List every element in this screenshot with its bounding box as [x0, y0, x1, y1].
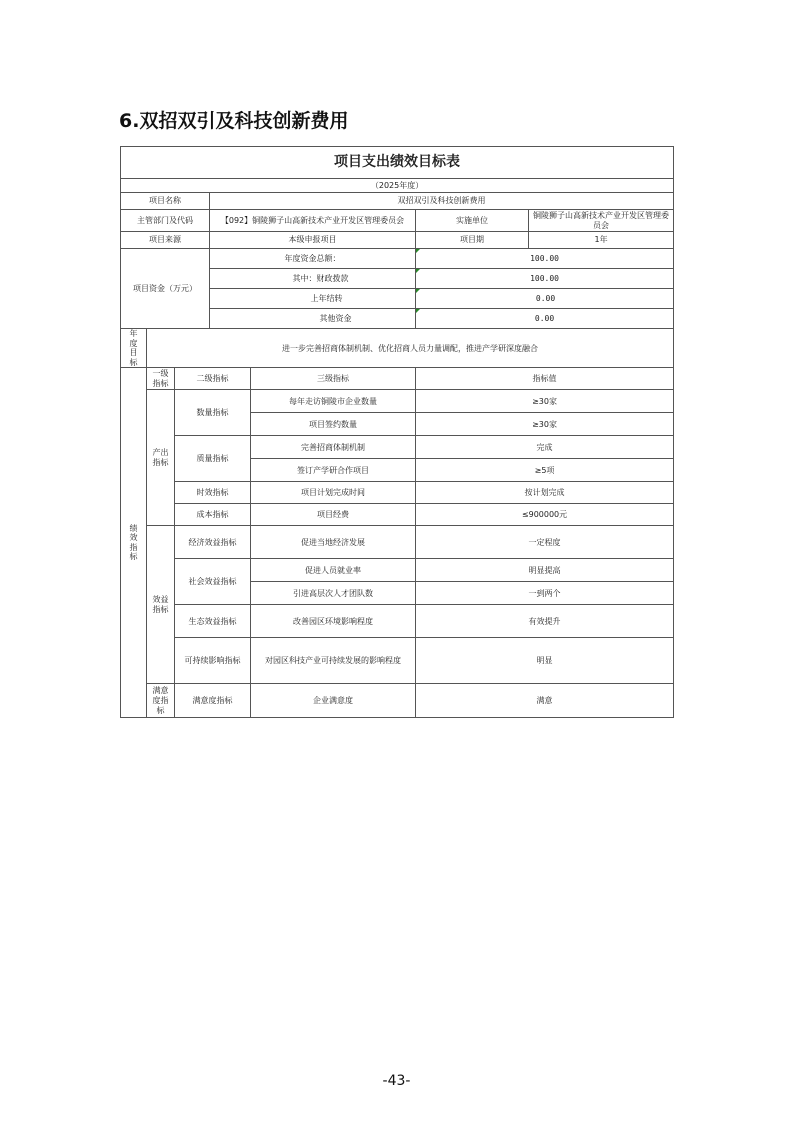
sustain-indicator-label: 可持续影响指标	[175, 638, 251, 684]
perf-indicator-label: 绩效指标	[121, 368, 147, 718]
satisfaction-indicator-label: 满意度指标	[147, 684, 175, 718]
indicator-name: 对园区科技产业可持续发展的影响程度	[251, 638, 416, 684]
header-value: 指标值	[416, 368, 674, 390]
indicator-value: ≤900000元	[416, 504, 674, 526]
project-name-value: 双招双引及科技创新费用	[210, 193, 674, 210]
fund-other-label: 其他资金	[210, 309, 416, 329]
indicator-name: 项目经费	[251, 504, 416, 526]
indicator-name: 项目计划完成时间	[251, 482, 416, 504]
indicator-name: 签订产学研合作项目	[251, 459, 416, 482]
indicator-value: 一定程度	[416, 526, 674, 559]
fund-fiscal-value: 100.00	[416, 269, 674, 289]
impl-unit-value: 铜陵狮子山高新技术产业开发区管理委员会	[529, 210, 674, 232]
indicator-value: 明显提高	[416, 559, 674, 582]
impl-unit-label: 实施单位	[416, 210, 529, 232]
fund-total-value: 100.00	[416, 249, 674, 269]
period-label: 项目期	[416, 232, 529, 249]
funds-label: 项目资金（万元）	[121, 249, 210, 329]
table-year: （2025年度）	[121, 179, 674, 193]
indicator-name: 改善园区环境影响程度	[251, 605, 416, 638]
project-name-label: 项目名称	[121, 193, 210, 210]
annual-goal-value: 进一步完善招商体制机制、优化招商人员力量调配，推进产学研深度融合	[147, 329, 674, 368]
fund-other-value: 0.00	[416, 309, 674, 329]
quantity-indicator-label: 数量指标	[175, 390, 251, 436]
benefit-indicator-label: 效益指标	[147, 526, 175, 684]
indicator-value: 完成	[416, 436, 674, 459]
economic-indicator-label: 经济效益指标	[175, 526, 251, 559]
satisfaction-sub-label: 满意度指标	[175, 684, 251, 718]
fund-carryover-label: 上年结转	[210, 289, 416, 309]
fund-fiscal-label: 其中：财政拨款	[210, 269, 416, 289]
quality-indicator-label: 质量指标	[175, 436, 251, 482]
source-label: 项目来源	[121, 232, 210, 249]
section-heading: 6.双招双引及科技创新费用	[119, 110, 349, 132]
source-value: 本级申报项目	[210, 232, 416, 249]
indicator-name: 促进人员就业率	[251, 559, 416, 582]
page-number: -43-	[382, 1073, 411, 1089]
indicator-value: ≥30家	[416, 413, 674, 436]
indicator-value: ≥30家	[416, 390, 674, 413]
period-value: 1年	[529, 232, 674, 249]
dept-label: 主管部门及代码	[121, 210, 210, 232]
indicator-name: 每年走访铜陵市企业数量	[251, 390, 416, 413]
indicator-name: 完善招商体制机制	[251, 436, 416, 459]
indicator-value: ≥5项	[416, 459, 674, 482]
social-indicator-label: 社会效益指标	[175, 559, 251, 605]
annual-goal-label: 年度目标	[121, 329, 147, 368]
fund-carryover-value: 0.00	[416, 289, 674, 309]
indicator-name: 促进当地经济发展	[251, 526, 416, 559]
indicator-name: 企业满意度	[251, 684, 416, 718]
cost-indicator-label: 成本指标	[175, 504, 251, 526]
header-level1: 一级指标	[147, 368, 175, 390]
timeliness-indicator-label: 时效指标	[175, 482, 251, 504]
header-level3: 三级指标	[251, 368, 416, 390]
indicator-value: 一到两个	[416, 582, 674, 605]
indicator-value: 按计划完成	[416, 482, 674, 504]
eco-indicator-label: 生态效益指标	[175, 605, 251, 638]
indicator-name: 项目签约数量	[251, 413, 416, 436]
header-level2: 二级指标	[175, 368, 251, 390]
fund-total-label: 年度资金总额：	[210, 249, 416, 269]
indicator-value: 满意	[416, 684, 674, 718]
output-indicator-label: 产出指标	[147, 390, 175, 526]
table-title: 项目支出绩效目标表	[121, 147, 674, 179]
indicator-name: 引进高层次人才团队数	[251, 582, 416, 605]
performance-target-table	[120, 146, 674, 718]
dept-value: 【092】铜陵狮子山高新技术产业开发区管理委员会	[210, 210, 416, 232]
indicator-value: 明显	[416, 638, 674, 684]
indicator-value: 有效提升	[416, 605, 674, 638]
